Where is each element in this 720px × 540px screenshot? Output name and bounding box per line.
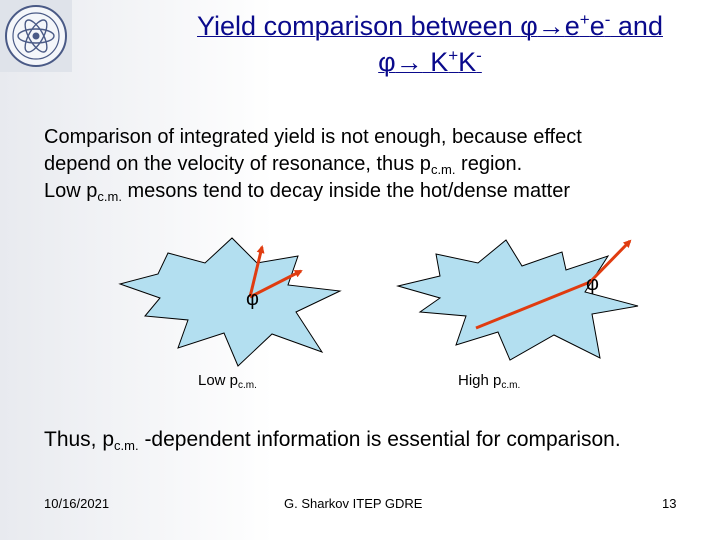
cm-subscript: c.m. xyxy=(501,380,521,391)
footer-author: G. Sharkov ITEP GDRE xyxy=(284,496,423,511)
phi-symbol: φ xyxy=(378,47,396,77)
low-pcm-caption xyxy=(198,372,257,389)
arrow-symbol: → xyxy=(537,11,565,41)
kaon-symbol: K xyxy=(458,47,477,77)
paragraph-line-3 xyxy=(44,178,704,205)
plus-superscript: + xyxy=(448,46,459,65)
right-fireball-burst xyxy=(398,240,638,360)
electron-symbol: e xyxy=(564,11,580,41)
caption-text: Low p xyxy=(198,372,239,389)
title-line-2 xyxy=(150,44,710,80)
caption-text: High p xyxy=(458,372,502,389)
body-paragraph xyxy=(44,124,704,205)
cm-subscript: c.m. xyxy=(430,162,456,177)
title-text: Yield comparison between xyxy=(197,11,521,41)
right-phi-label: φ xyxy=(586,273,599,295)
paragraph-text: region. xyxy=(455,153,523,175)
footer-date: 10/16/2021 xyxy=(44,496,110,511)
conclusion-part: -dependent information is essential for comparison. xyxy=(138,428,621,451)
paragraph-line-1: Comparison of integrated yield is not enough, because effect xyxy=(44,126,582,148)
conclusion-text xyxy=(44,428,621,452)
cm-subscript: c.m. xyxy=(114,438,139,453)
paragraph-text: mesons tend to decay inside the hot/dense matter xyxy=(121,180,570,202)
paragraph-text: depend on the velocity of resonance, thus p xyxy=(44,153,431,175)
title-text: and xyxy=(610,11,663,41)
arrow-symbol: → xyxy=(395,47,423,77)
phi-symbol: φ xyxy=(520,11,538,41)
electron-symbol: e xyxy=(589,11,605,41)
minus-superscript: - xyxy=(476,46,482,65)
paragraph-line-2 xyxy=(44,151,704,178)
footer-page-number: 13 xyxy=(662,496,677,511)
paragraph-text: Low p xyxy=(44,180,98,202)
high-pcm-caption xyxy=(458,372,520,389)
slide-title xyxy=(150,8,710,80)
cm-subscript: c.m. xyxy=(238,380,257,391)
institute-logo xyxy=(0,0,72,72)
decay-diagram xyxy=(0,230,720,395)
kaon-symbol: K xyxy=(422,47,449,77)
conclusion-part: Thus, p xyxy=(44,428,115,451)
plus-superscript: + xyxy=(579,10,590,29)
title-line-1 xyxy=(150,8,710,44)
left-fireball-burst xyxy=(120,238,340,366)
cm-subscript: c.m. xyxy=(97,189,122,204)
minus-superscript: - xyxy=(604,10,611,29)
left-phi-label: φ xyxy=(246,288,259,310)
